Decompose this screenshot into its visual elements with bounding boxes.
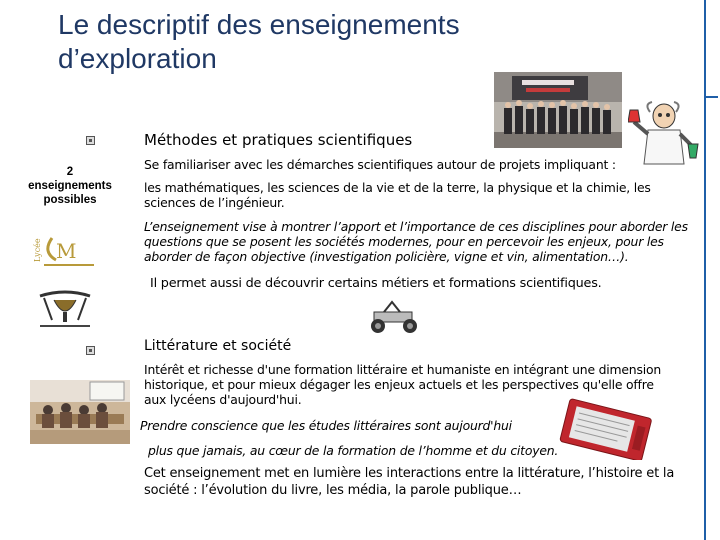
ereader-icon xyxy=(552,398,660,460)
robot-car-icon xyxy=(366,300,422,334)
side-label-text: 2 enseignements possibles xyxy=(28,166,112,206)
litterature-intro: Intérêt et richesse d'une formation littéraire et humaniste en intégrant une dimension historique, et pour mieux dégager les enjeux actuels et les perspectives qu'elle offre aux lycéens d'aujourd'hui. xyxy=(144,362,661,407)
wine-logo-icon xyxy=(30,290,100,332)
page-title: Le descriptif des enseignements d’exploration xyxy=(58,9,460,74)
section-heading-sciences: Méthodes et pratiques scientifiques xyxy=(144,131,413,149)
scientist-icon xyxy=(628,100,700,166)
classroom-photo-icon xyxy=(30,380,130,444)
bullet-icon xyxy=(86,136,95,145)
sciences-careers: Il permet aussi de découvrir certains métiers et formations scientifiques. xyxy=(150,276,602,291)
bullet-icon xyxy=(86,346,95,355)
svg-text:Lycée: Lycée xyxy=(33,238,42,262)
school-logo-icon xyxy=(30,234,96,274)
litterature-line-2: plus que jamais, au cœur de la formation de l’homme et du citoyen. xyxy=(148,443,559,458)
sciences-intro: Se familiariser avec les démarches scientifiques autour de projets impliquant : xyxy=(144,157,616,172)
side-label xyxy=(20,165,120,207)
group-photo-icon xyxy=(494,72,622,148)
litterature-closing: Cet enseignement met en lumière les interactions entre la littérature, l’histoire et la société : l’évolution du livre, les média, la parole publique… xyxy=(144,466,675,498)
sciences-subjects: les mathématiques, les sciences de la vie et de la terre, la physique et la chimie, les sciences de l’ingénieur. xyxy=(144,180,651,210)
accent-tick xyxy=(706,96,718,98)
section-heading-litterature: Littérature et société xyxy=(144,338,292,354)
sciences-aim: L’enseignement vise à montrer l’apport et l’importance de ces disciplines pour aborder les questions que se posent les sociétés modernes, pour en percevoir les enjeux, pour les aborder de façon objective (investigation policière, vigne et vin, alimentation…). xyxy=(144,219,688,264)
svg-text:M: M xyxy=(56,239,77,263)
litterature-line-1: Prendre conscience que les études littéraires sont aujourd'hui xyxy=(140,418,512,433)
side-accent-bar xyxy=(704,0,720,540)
